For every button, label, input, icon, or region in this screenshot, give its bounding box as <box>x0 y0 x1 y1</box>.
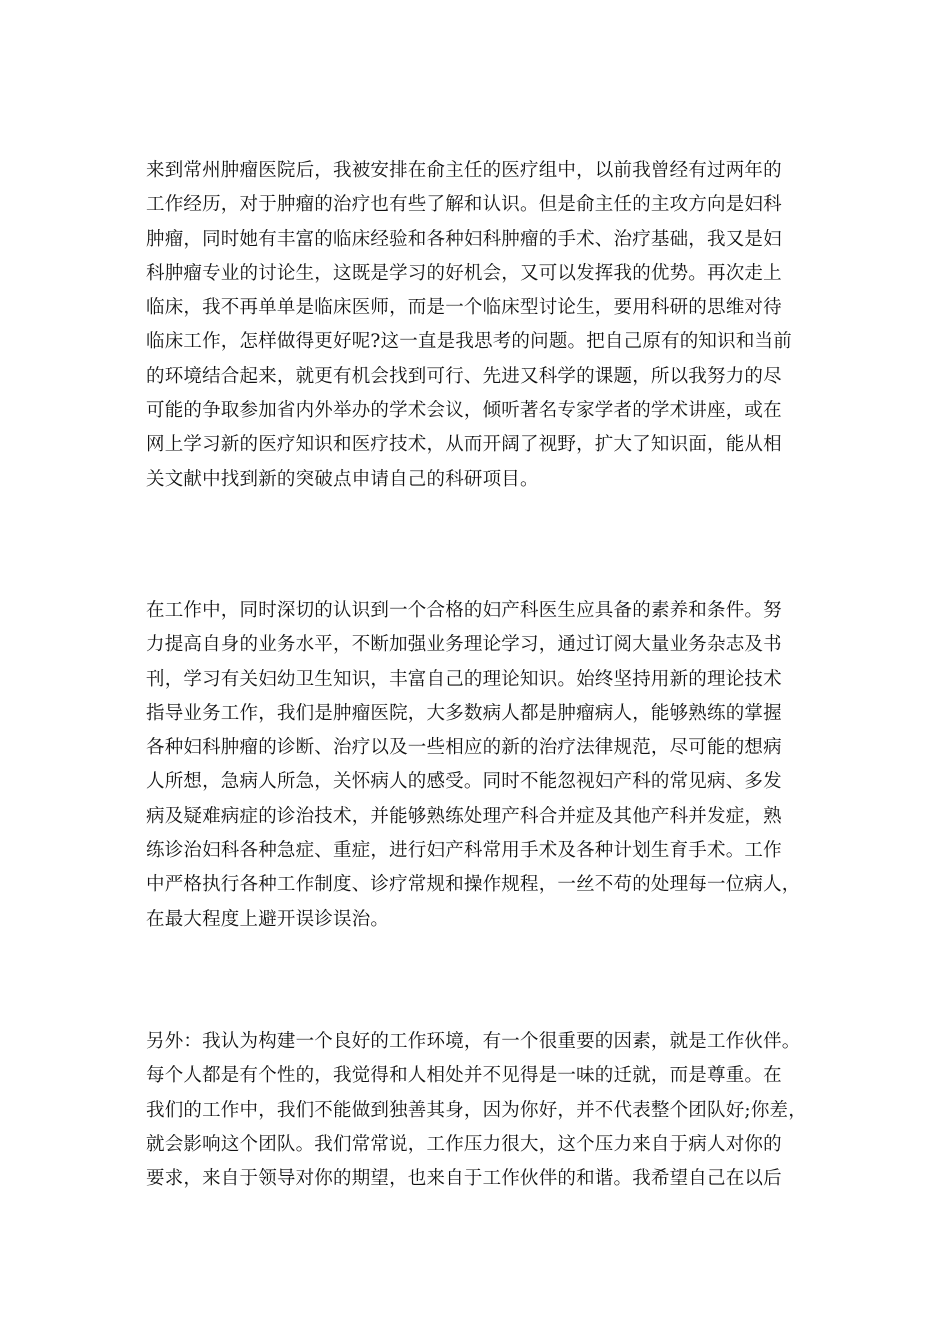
paragraph-line: 练诊治妇科各种急症、重症，进行妇产科常用手术及各种计划生育手术。工作 <box>146 840 782 862</box>
paragraph-line: 科肿瘤专业的讨论生，这既是学习的好机会，又可以发挥我的优势。再次走上 <box>146 262 782 284</box>
paragraph-line: 就会影响这个团队。我们常常说，工作压力很大，这个压力来自于病人对你的 <box>146 1133 782 1155</box>
paragraph-line: 指导业务工作，我们是肿瘤医院，大多数病人都是肿瘤病人，能够熟练的掌握 <box>146 702 782 724</box>
paragraph-line: 在工作中，同时深切的认识到一个合格的妇产科医生应具备的素养和条件。努 <box>146 600 782 621</box>
paragraph-line: 关文献中找到新的突破点申请自己的科研项目。 <box>146 468 539 490</box>
paragraph-line: 另外：我认为构建一个良好的工作环境，有一个很重要的因素，就是工作伙伴。 <box>146 1031 801 1052</box>
paragraph-line: 来到常州肿瘤医院后，我被安排在俞主任的医疗组中，以前我曾经有过两年的 <box>146 160 782 181</box>
paragraph-line: 的环境结合起来，就更有机会找到可行、先进又科学的课题，所以我努力的尽 <box>146 365 782 387</box>
paragraph-line: 中严格执行各种工作制度、诊疗常规和操作规程，一丝不苟的处理每一位病人， <box>146 874 801 896</box>
paragraph-line: 网上学习新的医疗知识和医疗技术，从而开阔了视野，扩大了知识面，能从相 <box>146 434 782 456</box>
paragraph-line: 工作经历，对于肿瘤的治疗也有些了解和认识。但是俞主任的主攻方向是妇科 <box>146 194 782 216</box>
paragraph-line: 要求，来自于领导对你的期望，也来自于工作伙伴的和谐。我希望自己在以后 <box>146 1168 782 1190</box>
paragraph-line: 肿瘤，同时她有丰富的临床经验和各种妇科肿瘤的手术、治疗基础，我又是妇 <box>146 228 782 250</box>
paragraph-line: 各种妇科肿瘤的诊断、治疗以及一些相应的新的治疗法律规范，尽可能的想病 <box>146 737 782 759</box>
paragraph-line: 刊，学习有关妇幼卫生知识，丰富自己的理论知识。始终坚持用新的理论技术 <box>146 668 782 690</box>
paragraph-line: 力提高自身的业务水平，不断加强业务理论学习，通过订阅大量业务杂志及书 <box>146 634 782 656</box>
paragraph-line: 每个人都是有个性的，我觉得和人相处并不见得是一味的迁就，而是尊重。在 <box>146 1065 782 1087</box>
paragraph-line: 临床工作，怎样做得更好呢?这一直是我思考的问题。把自己原有的知识和当前 <box>146 331 792 353</box>
paragraph-1 <box>146 154 826 497</box>
paragraph-line: 在最大程度上避开误诊误治。 <box>146 908 390 930</box>
paragraph-line: 病及疑难病症的诊治技术，并能够熟练处理产科合并症及其他产科并发症，熟 <box>146 805 782 827</box>
paragraph-line: 可能的争取参加省内外举办的学术会议，倾听著名专家学者的学术讲座，或在 <box>146 400 782 422</box>
paragraph-2 <box>146 594 826 937</box>
paragraph-line: 我们的工作中，我们不能做到独善其身，因为你好，并不代表整个团队好;你差， <box>146 1099 807 1121</box>
paragraph-line: 临床，我不再单单是临床医师，而是一个临床型讨论生，要用科研的思维对待 <box>146 297 782 319</box>
paragraph-line: 人所想，急病人所急，关怀病人的感受。同时不能忽视妇产科的常见病、多发 <box>146 771 782 793</box>
paragraph-3 <box>146 1025 826 1196</box>
